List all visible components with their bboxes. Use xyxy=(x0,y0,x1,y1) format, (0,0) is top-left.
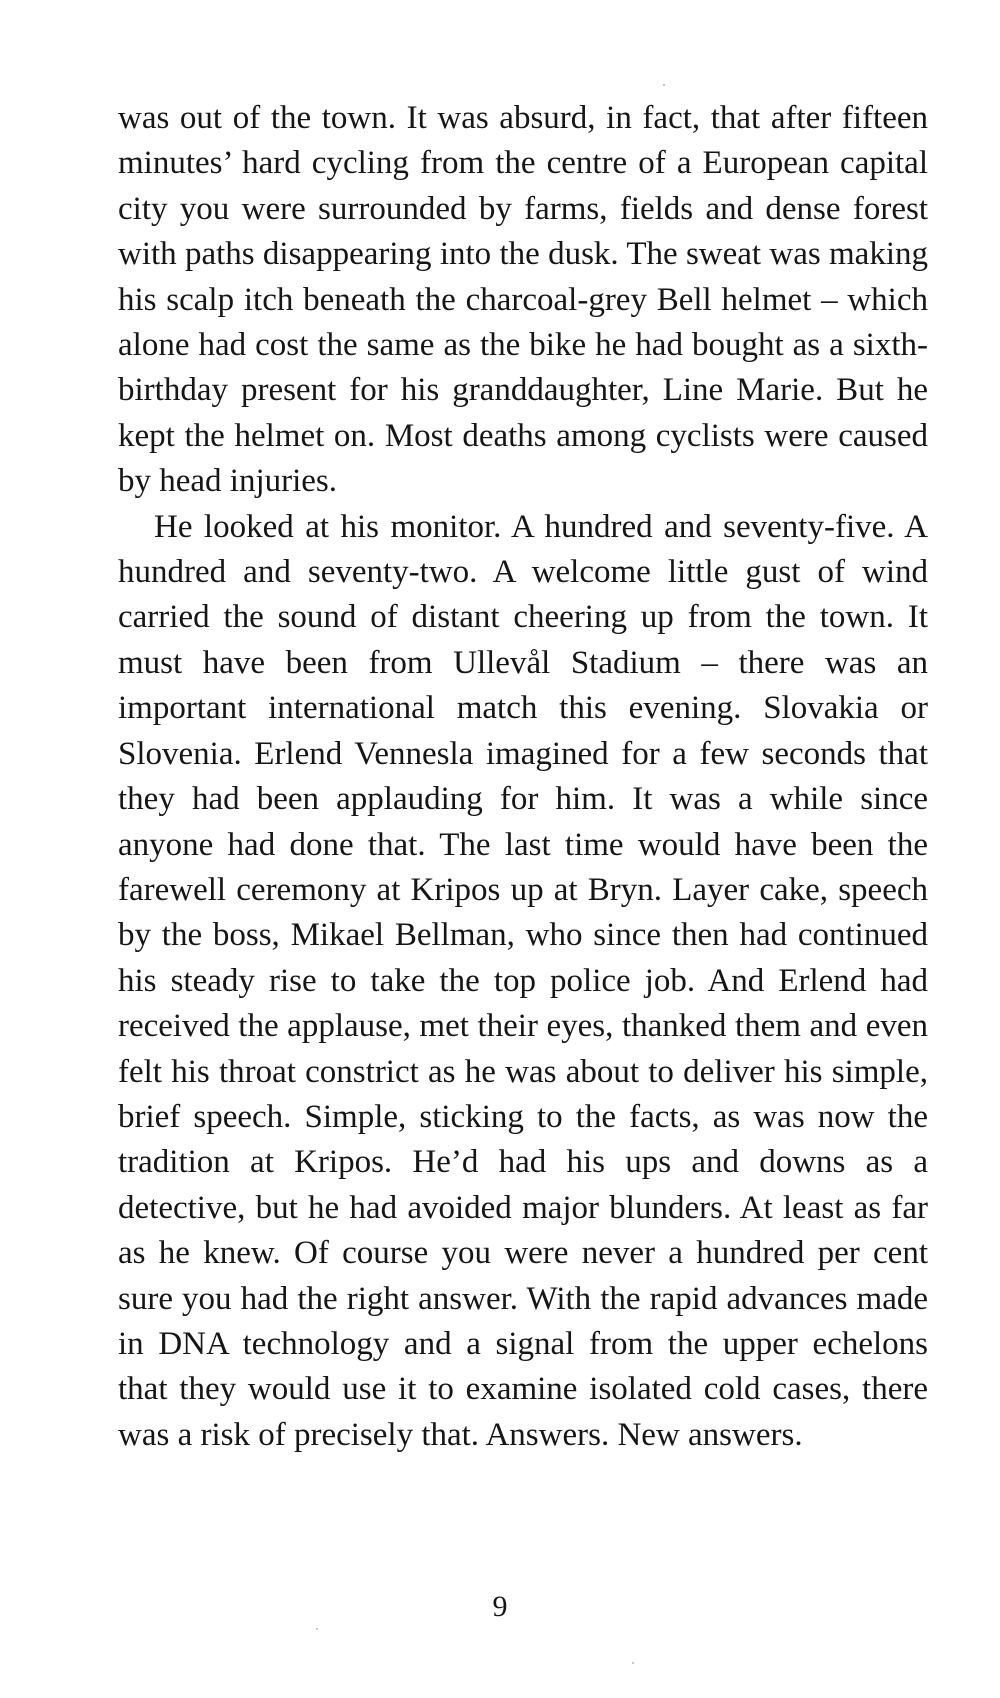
paragraph-2: He looked at his monitor. A hundred and seventy-five. A hundred and seventy-two. A welcome little gust of wind carried the sound of distant cheering up from the town. It must have been from Ullevål Stadium – there was an important international match this evening. Slovakia or Slovenia. Erlend Vennesla imagined for a few seconds that they had been applauding for him. It was a while since anyone had done that. The last time would have been the farewell ceremony at Kripos up at Bryn. Layer cake, speech by the boss, Mikael Bellman, who since then had continued his steady rise to take the top police job. And Erlend had received the applause, met their eyes, thanked them and even felt his throat constrict as he was about to deliver his simple, brief speech. Simple, sticking to the facts, as was now the tradition at Kripos. He’d had his ups and downs as a detective, but he had avoided major blunders. At least as far as he knew. Of course you were never a hundred per cent sure you had the right answer. With the rapid advances made in DNA technology and a signal from the upper echelons that they would use it to examine isolated cold cases, there was a risk of precisely that. Answers. New answers. xyxy=(118,508,928,1453)
body-text xyxy=(118,96,928,1458)
scan-speck xyxy=(632,1662,634,1664)
page-number: 9 xyxy=(492,1590,508,1623)
scan-speck xyxy=(663,84,665,86)
scan-speck xyxy=(316,1628,318,1630)
paragraph-1: was out of the town. It was absurd, in fact, that after fifteen minutes’ hard cycling from the centre of a European capital city you were surrounded by farms, fields and dense forest with paths disappearing into the dusk. The sweat was making his scalp itch beneath the charcoal-grey Bell helmet – which alone had cost the same as the bike he had bought as a sixth-birthday present for his granddaughter, Line Marie. But he kept the helmet on. Most deaths among cyclists were caused by head injuries. xyxy=(118,100,928,500)
